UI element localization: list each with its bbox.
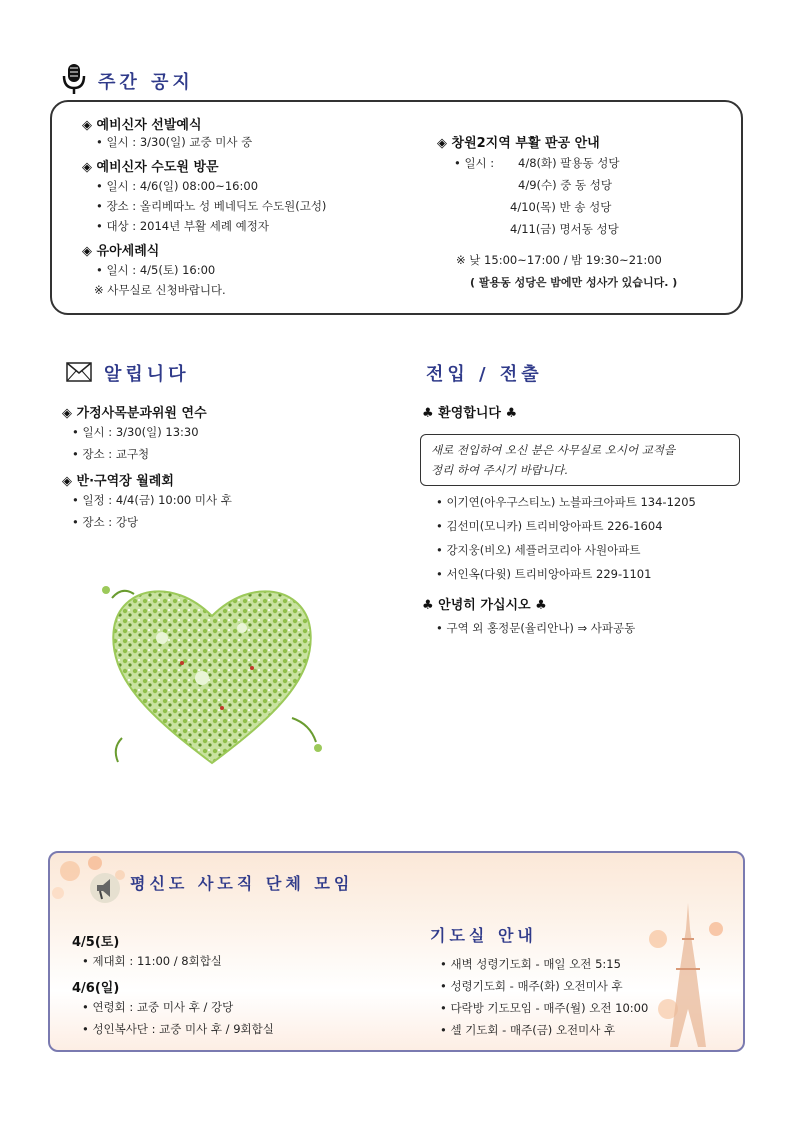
list-item: • 일시 : 4/6(일) 08:00~16:00 xyxy=(96,179,259,193)
schedule-label: • 일시 : xyxy=(454,156,495,170)
list-item: • 구역 외 홍정문(율리안나) ⇒ 사파공동 xyxy=(436,621,636,635)
notice-list xyxy=(62,402,232,536)
lay-schedule xyxy=(72,931,274,1043)
list-item: • 다락방 기도모임 - 매주(월) 오전 10:00 xyxy=(440,1001,649,1015)
list-item: • 대상 : 2014년 부활 세례 예정자 xyxy=(96,219,269,233)
megaphone-icon xyxy=(88,871,122,905)
section-heading: ◈ 창원2지역 부활 판공 안내 xyxy=(437,136,600,151)
weekly-title: 주간 공지 xyxy=(98,72,194,93)
list-item: • 일시 : 3/30(일) 교중 미사 중 xyxy=(96,135,253,149)
farewell-heading: ♣ 안녕히 가십시오 ♣ xyxy=(422,598,547,613)
date-heading: 4/6(일) xyxy=(72,981,120,996)
welcome-notice-line: 새로 전입하여 오신 분은 사무실로 오시어 교적을 xyxy=(431,443,676,457)
microphone-icon xyxy=(60,62,88,99)
section-heading: ◈ 가정사목분과위원 연수 xyxy=(62,406,207,421)
welcome-notice-line: 정리 하여 주시기 바랍니다. xyxy=(431,463,568,477)
transfer-title: 전입 / 전출 xyxy=(426,364,543,385)
list-item: • 제대회 : 11:00 / 8회합실 xyxy=(82,954,222,968)
lay-title: 평신도 사도직 단체 모임 xyxy=(130,874,354,893)
list-item: • 서인옥(다윗) 트리비앙아파트 229-1101 xyxy=(436,567,652,581)
welcome-notice-box xyxy=(420,434,740,486)
schedule-item: 4/10(목) 반 송 성당 xyxy=(510,200,612,214)
weekly-left-column xyxy=(82,114,326,302)
schedule-item: 4/9(수) 중 동 성당 xyxy=(518,178,612,192)
section-heading: ◈ 예비신자 선발예식 xyxy=(82,118,202,133)
list-item: • 성령기도회 - 매주(화) 오전미사 후 xyxy=(440,979,623,993)
notice-title: 알립니다 xyxy=(104,364,190,385)
note: ( 팔용동 성당은 밤에만 성사가 있습니다. ) xyxy=(470,276,678,289)
list-item: • 일시 : 4/5(토) 16:00 xyxy=(96,263,216,277)
prayer-title: 기도실 안내 xyxy=(430,926,537,945)
list-item: • 셀 기도회 - 매주(금) 오전미사 후 xyxy=(440,1023,616,1037)
list-item: • 새벽 성령기도회 - 매일 오전 5:15 xyxy=(440,957,621,971)
section-heading: ◈ 예비신자 수도원 방문 xyxy=(82,160,219,175)
section-heading: ◈ 유아세례식 xyxy=(82,244,160,259)
list-item: • 일정 : 4/4(금) 10:00 미사 후 xyxy=(72,493,232,507)
schedule-item: 4/11(금) 명서동 성당 xyxy=(510,222,619,236)
section-heading: ◈ 반·구역장 월례회 xyxy=(62,474,174,489)
note: ※ 낮 15:00~17:00 / 밤 19:30~21:00 xyxy=(456,253,662,267)
tower-decoration-icon xyxy=(638,899,738,1049)
list-item: • 이기연(아우구스티노) 노블파크아파트 134-1205 xyxy=(436,495,696,509)
welcome-list xyxy=(436,494,696,590)
list-item: • 성인복사단 : 교중 미사 후 / 9회합실 xyxy=(82,1022,274,1036)
note: ※ 사무실로 신청바랍니다. xyxy=(94,283,226,297)
list-item: • 김선미(모니카) 트리비앙아파트 226-1604 xyxy=(436,519,663,533)
schedule-item: 4/8(화) 팔용동 성당 xyxy=(518,156,620,170)
leaf-heart-illustration xyxy=(92,568,332,781)
list-item: • 장소 : 교구청 xyxy=(72,447,150,461)
list-item: • 일시 : 3/30(일) 13:30 xyxy=(72,425,199,439)
lay-apostolate-box xyxy=(48,851,745,1052)
date-heading: 4/5(토) xyxy=(72,935,120,950)
prayer-list xyxy=(440,956,648,1044)
list-item: • 장소 : 올리베따노 성 베네딕도 수도원(고성) xyxy=(96,199,327,213)
envelope-icon xyxy=(66,362,92,385)
list-item: • 연령회 : 교중 미사 후 / 강당 xyxy=(82,1000,234,1014)
list-item: • 장소 : 강당 xyxy=(72,515,139,529)
weekly-notice-box xyxy=(50,100,743,315)
welcome-heading: ♣ 환영합니다 ♣ xyxy=(422,406,518,421)
list-item: • 강지웅(비오) 세플러코리아 사원아파트 xyxy=(436,543,641,557)
